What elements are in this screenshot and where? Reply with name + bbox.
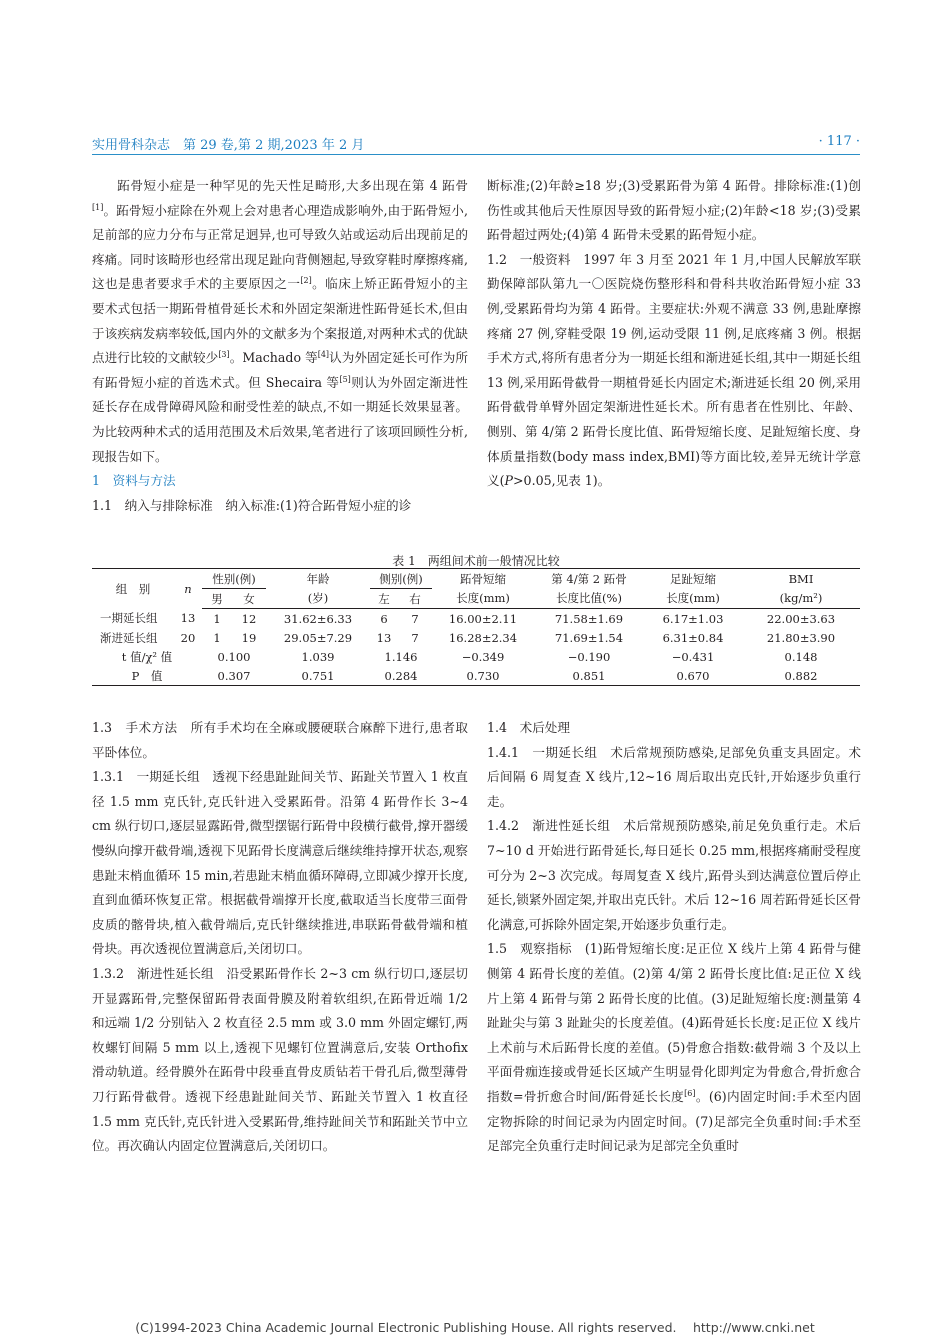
th-right: 右 <box>398 589 432 609</box>
th-bmi: BMI <box>742 569 860 589</box>
citation-1[interactable]: [1] <box>92 202 104 212</box>
column-left-top <box>92 174 468 518</box>
th-short-unit: 长度(mm) <box>432 589 534 609</box>
running-header <box>92 134 860 155</box>
table-row-t: t 值/χ² 值 0.100 1.039 1.146 −0.349 −0.190 −0.431 0.148 <box>121 649 818 664</box>
th-toe-unit: 长度(mm) <box>644 589 742 609</box>
th-age: 年龄 <box>266 569 370 589</box>
citation-5[interactable]: [5] <box>339 374 351 384</box>
column-right-bottom <box>487 716 861 1159</box>
intro-paragraph: 跖骨短小症是一种罕见的先天性足畸形,大多出现在第 4 跖骨[1]。跖骨短小症除在外观上会对患者心理造成影响外,由于跖骨短小,足前部的应力分布与正常足迥异,也可导致久站或运动后出现前足的疼痛。同时该畸形也经常出现足趾向背侧翘起,导致穿鞋时摩擦疼痛,这也是患者要求手术的主要原因之一[2]。临床上矫正跖骨短小的主要术式包括一期跖骨植骨延长术和外固定架渐进性跖骨延长术,但由于该疾病发病率较低,国内外的文献多为个案报道,对两种术式的优缺点进行比较的文献较少[3]。Machado 等[4]认为外固定延长可作为所有跖骨短小症的首选术式。但 Shecaira 等[5]则认为外固定渐进性延长存在成骨障碍风险和耐受性差的缺点,不如一期延长效果显著。为比较两种术式的适用范围及术后效果,笔者进行了该项回顾性分析,现报告如下。 <box>92 178 468 464</box>
th-bmi-unit: (kg/m²) <box>742 589 860 609</box>
th-n: n <box>174 569 202 609</box>
table-row: 渐进延长组 20 1 19 29.05±7.29 13 7 16.28±2.34 71.69±1.54 6.31±0.84 21.80±3.90 <box>100 630 836 645</box>
citation-3[interactable]: [3] <box>218 349 230 359</box>
column-left-bottom <box>92 716 468 1159</box>
table-caption: 表 1 两组间术前一般情况比较 <box>392 554 560 568</box>
subsection-surgery: 1.3 手术方法 所有手术均在全麻或腰硬联合麻醉下进行,患者取平卧体位。 <box>92 720 468 760</box>
table-subheader-row <box>92 589 860 609</box>
th-side: 侧别(例) <box>370 569 432 589</box>
baseline-table <box>92 568 860 686</box>
column-right-top <box>487 174 861 494</box>
citation-6[interactable]: [6] <box>684 1088 696 1098</box>
subsection-criteria: 1.1 纳入与排除标准 纳入标准:(1)符合跖骨短小症的诊 <box>92 497 412 513</box>
citation-4[interactable]: [4] <box>317 349 330 359</box>
th-short: 跖骨短缩 <box>432 569 534 589</box>
th-male: 男 <box>202 589 232 609</box>
page-number: · 117 · <box>818 134 860 149</box>
journal-title: 实用骨科杂志 第 29 卷,第 2 期,2023 年 2 月 <box>92 138 365 153</box>
th-group: 组 别 <box>92 569 174 609</box>
th-left: 左 <box>370 589 398 609</box>
subsection-postop-gradual: 1.4.2 渐进性延长组 术后常规预防感染,前足免负重行走。术后 7~10 d 开始进行跖骨延长,每日延长 0.25 mm,根据疼痛耐受程度可分为 2~3 次完成。每周复查 X 线片,跖骨头到达满意位置后停止延长,锁紧外固定架,并取出克氏针。术后 12~16 周若跖骨延长区骨化满意,可拆除外固定架,开始逐步负重行走。 <box>487 818 861 932</box>
citation-2[interactable]: [2] <box>300 276 312 286</box>
criteria-continued: 断标准;(2)年龄≥18 岁;(3)受累跖骨为第 4 跖骨。排除标准:(1)创伤性或其他后天性原因导致的跖骨短小症;(2)年龄<18 岁;(3)受累跖骨超过两处;(4)第 4 跖骨未受累的跖骨短小症。 <box>487 178 861 243</box>
subsection-general-data: 1.2 一般资料 1997 年 3 月至 2021 年 1 月,中国人民解放军联勤保障部队第九一〇医院烧伤整形科和骨科共收治跖骨短小症 33 例,受累跖骨均为第 4 跖骨。主要症状:外观不满意 33 例,患趾摩擦疼痛 27 例,穿鞋受限 19 例,运动受限 11 例,足底疼痛 3 例。根据手术方式,将所有患者分为一期延长组和渐进延长组,其中一期延长组 13 例,采用跖骨截骨一期植骨延长内固定术;渐进延长组 20 例,采用跖骨截骨单臂外固定架渐进性延长术。所有患者在性别比、年龄、侧别、第 4/第 2 跖骨长度比值、跖骨短缩长度、足趾短缩长度、身体质量指数(body mass index,BMI)等方面比较,差异无统计学意义(P>0.05,见表 1)。 <box>487 251 861 489</box>
subsection-postop-one-stage: 1.4.1 一期延长组 术后常规预防感染,足部免负重支具固定。术后间隔 6 周复查 X 线片,12~16 周后取出克氏针,开始逐步负重行走。 <box>487 744 861 809</box>
subsection-one-stage: 1.3.1 一期延长组 透视下经患趾趾间关节、跖趾关节置入 1 枚直径 1.5 mm 克氏针,克氏针进入受累跖骨。沿第 4 跖骨作长 3~4 cm 纵行切口,逐层显露跖骨,微型摆锯行跖骨中段横行截骨,撑开器缓慢纵向撑开截骨端,透视下见跖骨长度满意后继续维持撑开状态,观察患趾末梢血循环 15 min,若患趾末梢血循环障碍,立即减少撑开长度,直到血循环恢复正常。根据截骨端撑开长度,截取适当长度带三面骨皮质的髂骨块,植入截骨端后,克氏针继续推进,串联跖骨截骨端和植骨块。再次透视位置满意后,关闭切口。 <box>92 769 468 957</box>
section-heading-methods: 1 资料与方法 <box>92 473 176 489</box>
copyright-footer: (C)1994-2023 China Academic Journal Electronic Publishing House. All rights reserved. http://www.cnki.net <box>135 1320 815 1335</box>
th-sex: 性别(例) <box>202 569 266 589</box>
th-ratio-unit: 长度比值(%) <box>534 589 644 609</box>
th-ratio: 第 4/第 2 跖骨 <box>534 569 644 589</box>
th-age-unit: (岁) <box>266 589 370 609</box>
table-header-row <box>92 569 860 589</box>
table-row: 一期延长组 13 1 12 31.62±6.33 6 7 16.00±2.11 71.58±1.69 6.17±1.03 22.00±3.63 <box>100 611 836 626</box>
table-row-p: P 值 0.307 0.751 0.284 0.730 0.851 0.670 0.882 <box>92 666 860 686</box>
subsection-gradual: 1.3.2 渐进性延长组 沿受累跖骨作长 2~3 cm 纵行切口,逐层切开显露跖骨,完整保留跖骨表面骨膜及附着软组织,在跖骨近端 1/2 和远端 1/2 分别钻入 2 枚直径 2.5 mm 或 3.0 mm 外固定螺钉,两枚螺钉间隔 5 mm 以上,透视下见螺钉位置满意后,安装 Orthofix 滑动轨道。经骨膜外在跖骨中段垂直骨皮质钻若干骨孔后,微型薄骨刀行跖骨截骨。透视下经患趾趾间关节、跖趾关节置入 1 枚直径 1.5 mm 克氏针,克氏针进入受累跖骨,维持趾间关节和跖趾关节中立位。再次确认内固定位置满意后,关闭切口。 <box>92 965 468 1154</box>
th-female: 女 <box>232 589 266 609</box>
subsection-postop: 1.4 术后处理 <box>487 720 570 735</box>
subsection-outcomes: 1.5 观察指标 (1)跖骨短缩长度:足正位 X 线片上第 4 跖骨与健侧第 4 跖骨长度的差值。(2)第 4/第 2 跖骨长度比值:足正位 X 线片上第 4 跖骨与第 2 跖骨长度的比值。(3)足趾短缩长度:测量第 4 趾趾尖与第 3 趾趾尖的长度差值。(4)跖骨延长长度:足正位 X 线片上术前与术后跖骨长度的差值。(5)骨愈合指数:截骨端 3 个及以上平面骨痂连接或骨延长区域产生明显骨化即判定为骨愈合,骨折愈合指数=骨折愈合时间/跖骨延长长度[6]。(6)内固定时间:手术至内固定物拆除的时间记录为内固定时间。(7)足部完全负重时间:手术至足部完全负重行走时间记录为足部完全负重时 <box>487 941 861 1154</box>
th-toe: 足趾短缩 <box>644 569 742 589</box>
